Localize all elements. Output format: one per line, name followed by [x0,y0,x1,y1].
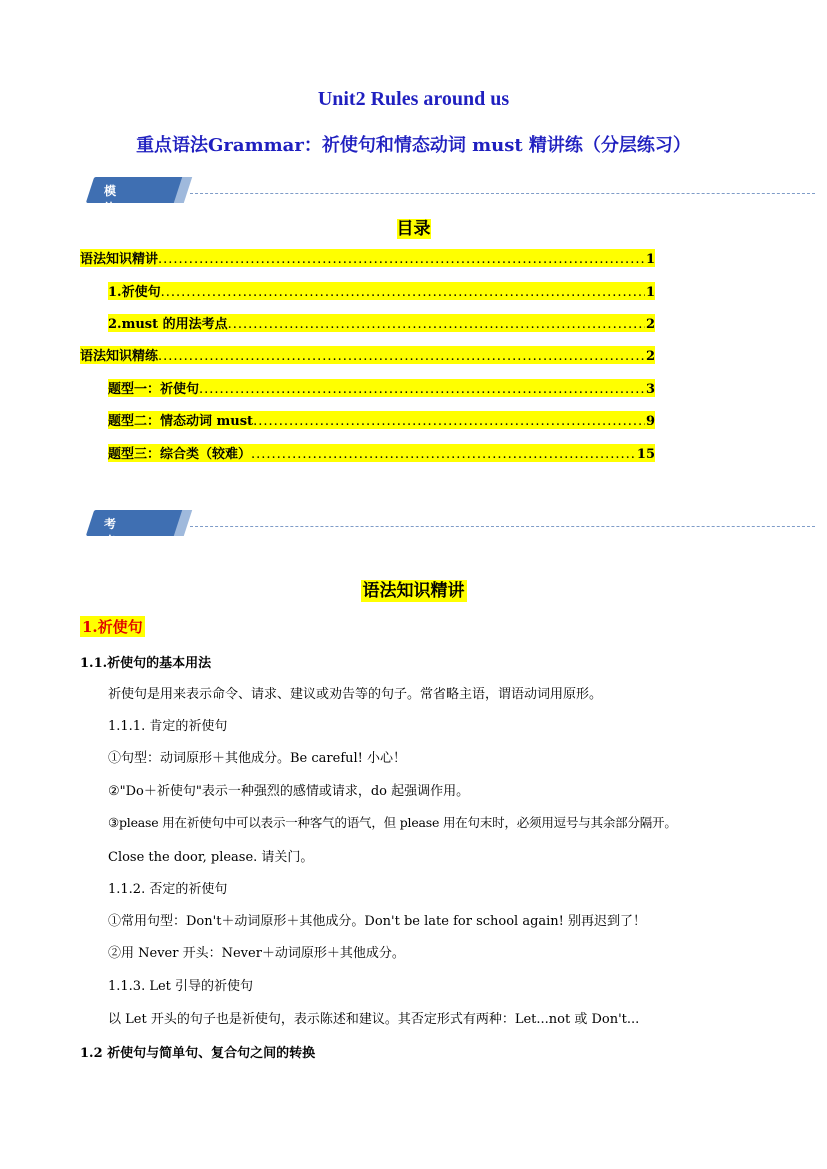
toc-item[interactable]: 语法知识精练 ..... 2 [80,346,655,364]
document-subtitle: 重点语法Grammar：祈使句和情态动词 must 精讲练（分层练习） [136,135,691,156]
toc-item[interactable]: 1.祈使句 ..... 1 [108,282,655,300]
section-title: 语法知识精讲 [362,581,465,601]
paragraph: 1.1.1. 肯定的祈使句 [108,719,228,734]
toc-item[interactable]: 语法知识精讲 ..... 1 [80,249,655,267]
toc-item[interactable]: 题型三：综合类（较难） ..... 15 [108,444,655,462]
paragraph: ①句型：动词原形＋其他成分。Be careful! 小心！ [108,751,407,766]
paragraph: ③please 用在祈使句中可以表示一种客气的语气，但 please 用在句末时，必须用逗号与其余部分隔开。 [108,815,677,830]
paragraph: Close the door, please. 请关门。 [108,850,314,865]
toc-item[interactable]: 题型二：情态动词 must ..... 9 [108,411,655,429]
heading-2: 1.1.祈使句的基本用法 [80,656,212,671]
paragraph: ②"Do＋祈使句"表示一种强烈的感情或请求，do 起强调作用。 [108,784,470,799]
document-title: Unit2 Rules around us [317,88,510,110]
banner-label: 模块导航 [104,184,117,249]
toc-item[interactable]: 题型一：祈使句 ..... 3 [108,379,655,397]
paragraph: 1.1.2. 否定的祈使句 [108,882,228,897]
paragraph: ①常用句型：Don't＋动词原形＋其他成分。Don't be late for school again! 别再迟到了！ [108,914,647,929]
heading-2: 1.2 祈使句与简单句、复合句之间的转换 [80,1046,316,1061]
toc-title: 目录 [396,219,431,239]
heading-1: 1.祈使句 [82,618,143,636]
paragraph: 祈使句是用来表示命令、请求、建议或劝告等的句子。常省略主语，谓语动词用原形。 [108,687,603,702]
toc-item[interactable]: 2.must 的用法考点 ..... 2 [108,314,655,332]
paragraph: 1.1.3. Let 引导的祈使句 [108,979,254,994]
paragraph: ②用 Never 开头：Never＋动词原形＋其他成分。 [108,946,405,961]
banner-label: 考点剖析 [104,517,117,582]
paragraph: 以 Let 开头的句子也是祈使句，表示陈述和建议。其否定形式有两种：Let...not 或 Don't... [108,1012,640,1027]
